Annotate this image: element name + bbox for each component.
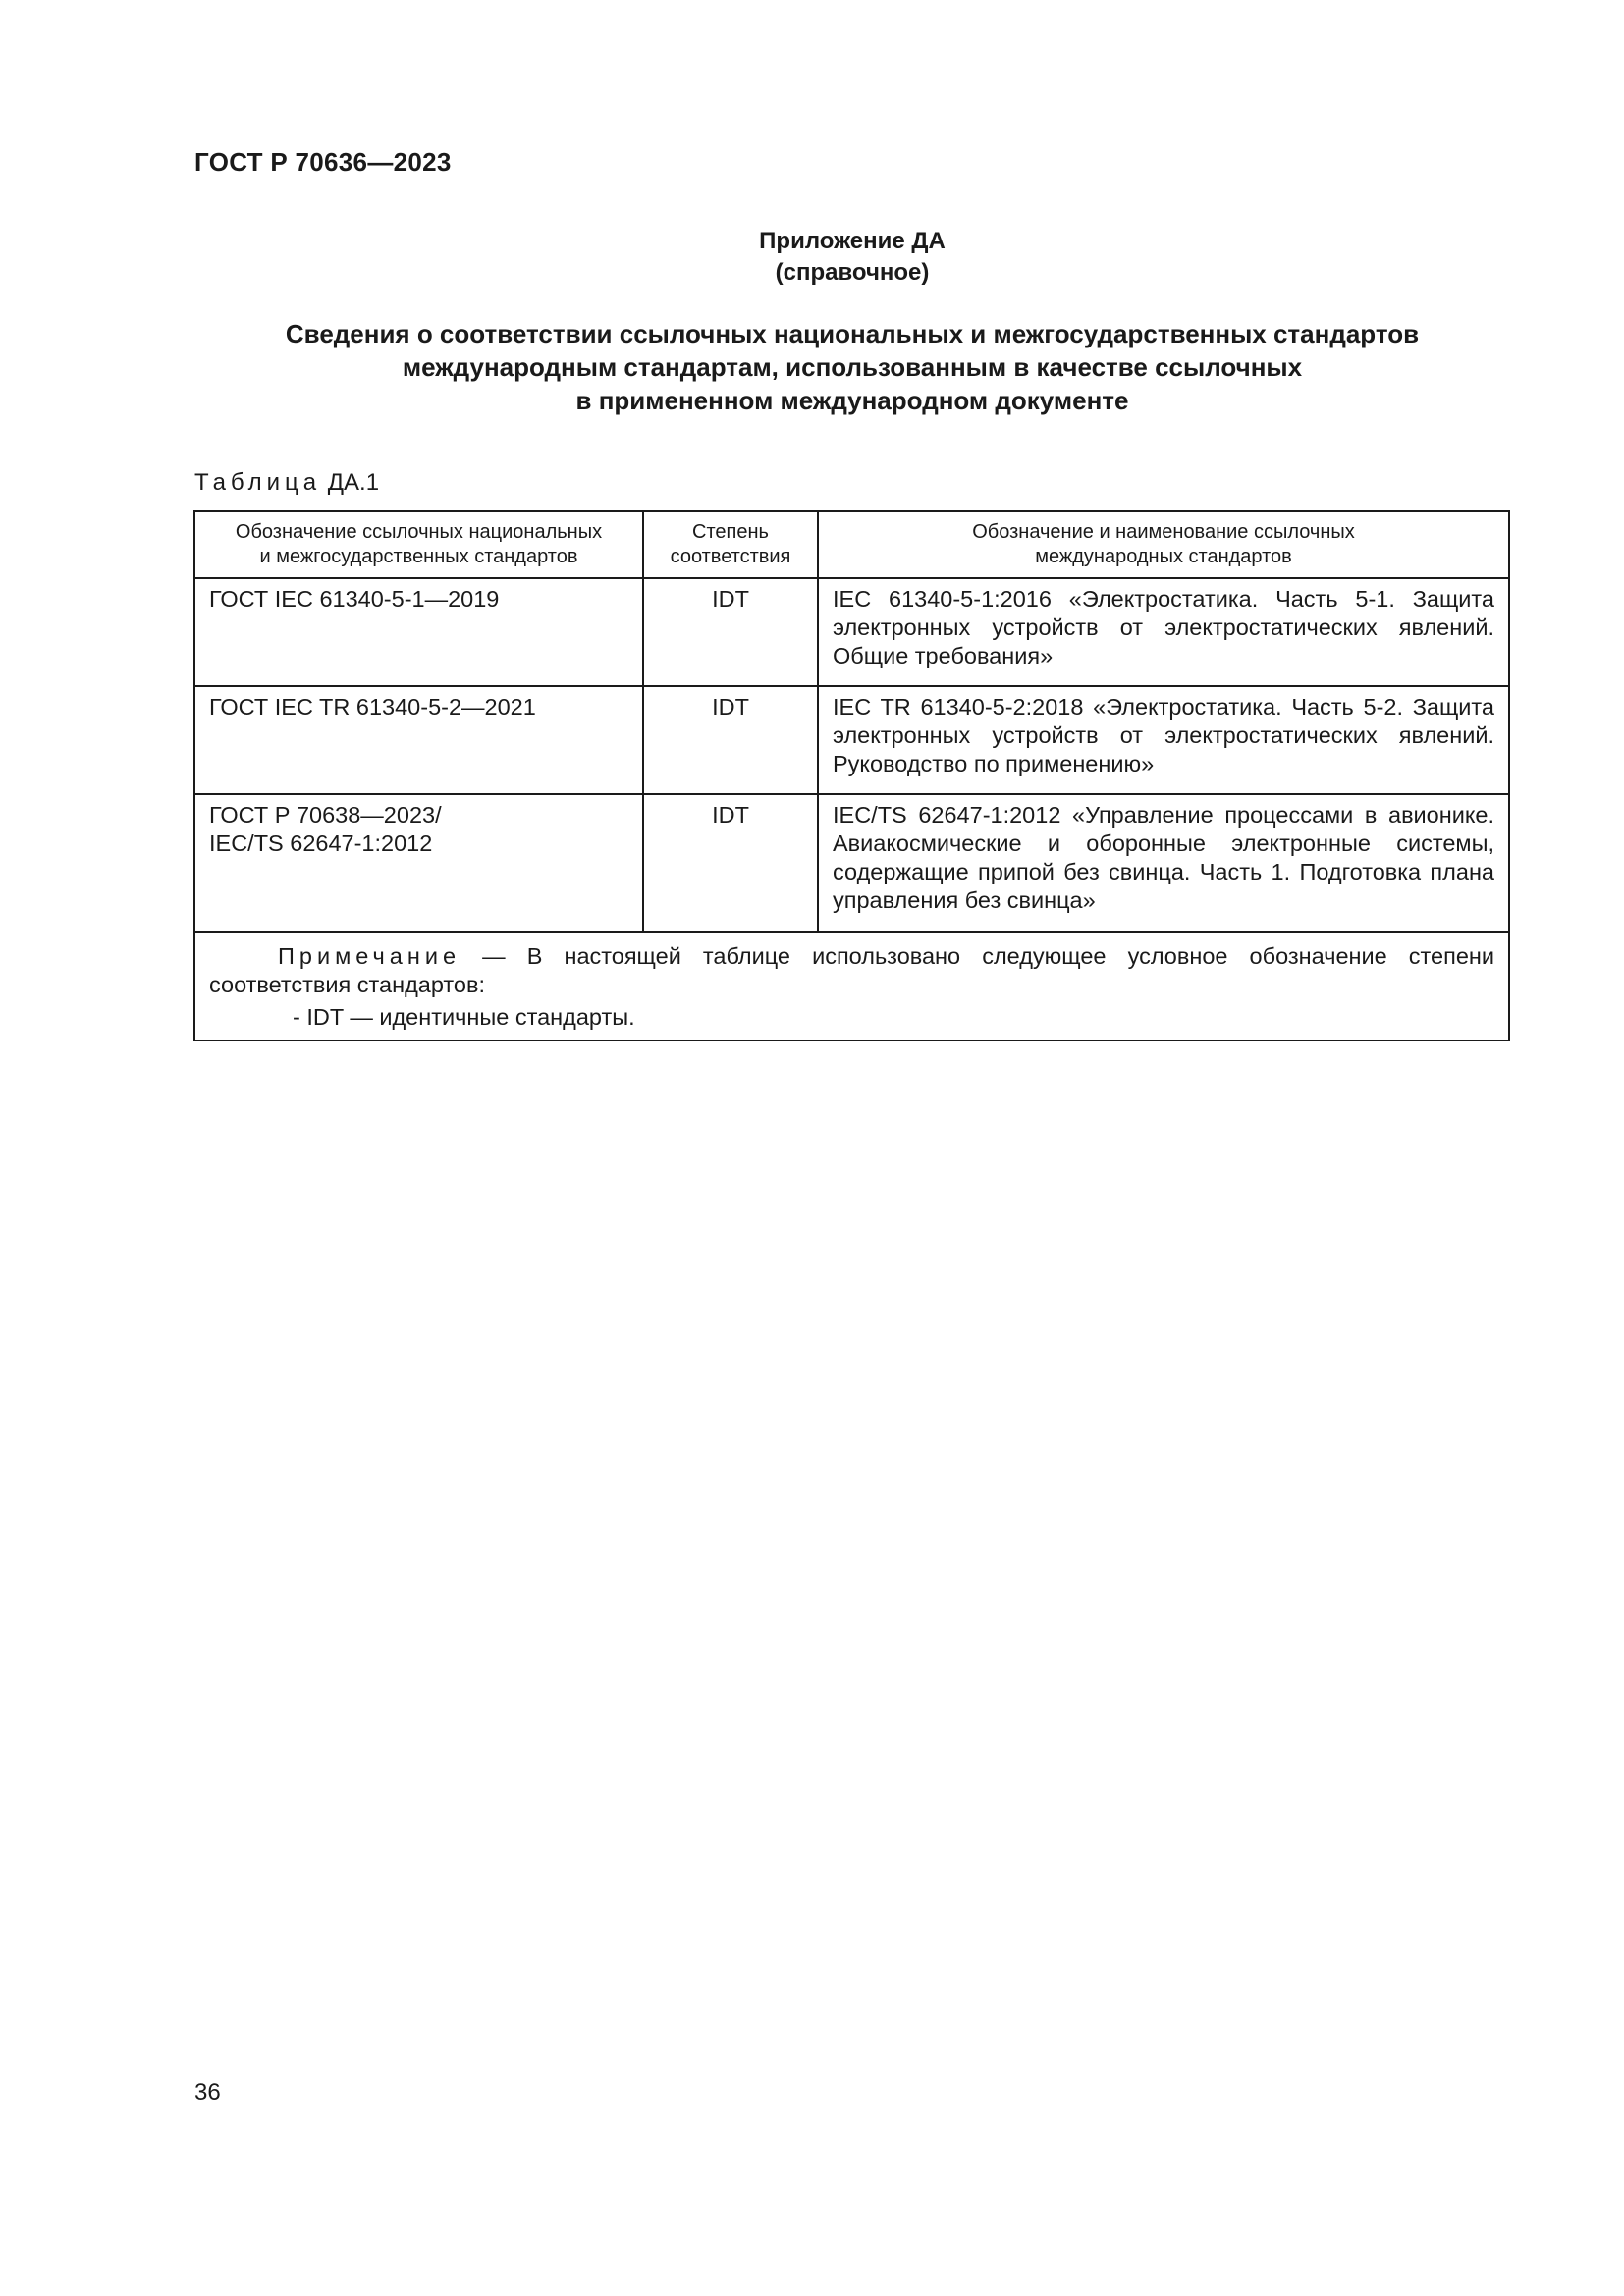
table-note-row bbox=[194, 932, 1509, 1041]
note-list-item: - IDT — идентичные стандарты. bbox=[293, 1004, 635, 1030]
table-row bbox=[194, 794, 1509, 932]
correspondence-table bbox=[193, 510, 1510, 1041]
table-row bbox=[194, 686, 1509, 794]
degree-cell: IDT bbox=[643, 686, 818, 794]
appendix-title-line: международным стандартам, использованным в качестве ссылочных bbox=[402, 352, 1303, 382]
international-standard-cell: IEC 61340-5-1:2016 «Электростатика. Часть 5-1. Защита электронных устройств от электростатических явлений. Общие требования» bbox=[818, 578, 1509, 686]
appendix-title-line: Сведения о соответствии ссылочных национальных и межгосударственных стандартов bbox=[285, 319, 1420, 348]
table-note bbox=[194, 932, 1509, 1041]
national-standard-line2: IEC/TS 62647-1:2012 bbox=[209, 830, 433, 856]
header-degree bbox=[643, 511, 818, 578]
note-text bbox=[209, 942, 1494, 999]
note-body: — В настоящей таблице использовано следующее условное обозначение степени соответствия стандартов: bbox=[209, 943, 1494, 997]
appendix-title bbox=[194, 317, 1510, 417]
header-international-standards bbox=[818, 511, 1509, 578]
table-caption-word: Таблица bbox=[194, 469, 322, 496]
degree-cell: IDT bbox=[643, 794, 818, 932]
national-standard-cell bbox=[194, 578, 643, 686]
appendix-label: Приложение ДА bbox=[759, 228, 946, 254]
national-standard: ГОСТ Р 70638—2023/ bbox=[209, 802, 442, 828]
appendix-heading bbox=[194, 226, 1510, 289]
international-standard-cell: IEC TR 61340-5-2:2018 «Электростатика. Часть 5-2. Защита электронных устройств от электростатических явлений. Руководство по применению» bbox=[818, 686, 1509, 794]
header-text: Степень bbox=[692, 521, 769, 543]
header-text: международных стандартов bbox=[1035, 546, 1292, 567]
table-caption bbox=[194, 469, 379, 497]
national-standard-cell bbox=[194, 686, 643, 794]
page-number: 36 bbox=[194, 2079, 221, 2106]
national-standard: ГОСТ IEC 61340-5-1—2019 bbox=[209, 586, 500, 612]
table-caption-number: ДА.1 bbox=[327, 469, 380, 496]
degree-cell: IDT bbox=[643, 578, 818, 686]
header-text: и межгосударственных стандартов bbox=[259, 546, 578, 567]
document-header: ГОСТ Р 70636—2023 bbox=[194, 147, 452, 177]
national-standard-cell bbox=[194, 794, 643, 932]
table-header-row bbox=[194, 511, 1509, 578]
international-standard-cell: IEC/TS 62647-1:2012 «Управление процессами в авионике. Авиакосмические и оборонные электронные системы, содержащие припой без свинца. Часть 1. Подготовка плана управления без свинца» bbox=[818, 794, 1509, 932]
appendix-title-line: в примененном международном документе bbox=[575, 386, 1129, 415]
table-row bbox=[194, 578, 1509, 686]
appendix-type: (справочное) bbox=[775, 259, 930, 286]
header-text: Обозначение ссылочных национальных bbox=[235, 521, 603, 543]
national-standard: ГОСТ IEC TR 61340-5-2—2021 bbox=[209, 694, 536, 720]
header-text: соответствия bbox=[670, 546, 791, 567]
header-national-standards bbox=[194, 511, 643, 578]
note-label: Примечание bbox=[278, 943, 461, 969]
header-text: Обозначение и наименование ссылочных bbox=[972, 521, 1355, 543]
